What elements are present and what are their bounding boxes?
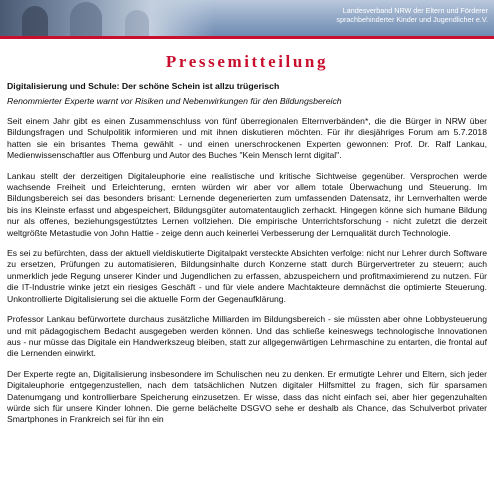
organization-name bbox=[336, 6, 488, 24]
banner-figure bbox=[70, 2, 102, 36]
organization-line-1: Landesverband NRW der Eltern und Förderer bbox=[342, 6, 488, 15]
header-banner bbox=[0, 0, 494, 36]
paragraph-3: Es sei zu befürchten, dass der aktuell vieldiskutierte Digitalpakt versteckte Absichten verfolge: nicht nur Lehrer durch Software zu ersetzen, Prüfungen zu automatisieren, Bildungsinhalte durch Konzerne statt durch Bürgervertreter zu steuern; auch unmerklich jede Regung unserer Kinder und Jugendlichen zu erfassen, abzuspeichern und profitmaximierend zu nutzen. Für die IT-Industrie winke jetzt ein riesiges Geschäft - und für viele andere Machtakteure demnächst die optimierte Steuerung. Unkontrollierte Digitalisierung sei die aktuelle Form der Gegenaufklärung. bbox=[7, 248, 487, 304]
banner-figure bbox=[22, 6, 48, 36]
paragraph-2: Lankau stellt der derzeitigen Digitaleuphorie eine realistische und kritische Sichtweise gegenüber. Versprochen werde wachsende Freiheit und Erleichterung, ernten würden wir aber vor allem totale Überwachung und Steuerung. Im Bildungsbereich sei das besonders brisant: Lernende degenerierten zum umfassenden Datensatz, ihr Lernverhalten werde bis ins Kleinste erfasst und abgespeichert, Bildungsgüter automatentauglich zerhackt. Hingegen könne sich humane Bildung nur als offenes, beziehungsgestütztes Lernen vollziehen. Die empirische Unterrichtsforschung - nicht zuletzt die derzeit weltgrößte Metastudie von John Hattie - zeige denn auch keinerlei Verbesserung der Lernqualität durch Technologie. bbox=[7, 170, 487, 238]
paragraph-5: Der Experte regte an, Digitalisierung insbesondere im Schulischen neu zu denken. Er ermutigte Lehrer und Eltern, sich jeder Digitaleuphorie entgegenzustellen, nach dem tatsächlichen Nutzen digitaler Hilfsmittel zu fragen, sich für sparsamen Datenumgang und kontrollierbare Speicherung einzusetzen. Er wisse, dass das nicht einfach sei, aber hier gegenzuhalten würde sich für unsere Kinder lohnen. Die gerne belächelte DSGVO sehe er deshalb als Chance, das Schulverbot privater Smartphones in Frankreich sei für ihn ein bbox=[7, 368, 487, 425]
subheadline: Renommierter Experte warnt vor Risiken und Nebenwirkungen für den Bildungsbereich bbox=[7, 96, 342, 106]
page-title: Pressemitteilung bbox=[165, 52, 329, 71]
paragraph-4: Professor Lankau befürwortete durchaus zusätzliche Milliarden im Bildungsbereich - sie müssten aber ohne Lobbysteuerung und mit pädagogischem Bedacht ausgegeben werden können. Und das schließe keineswegs technologische Innovationen aus - nur müsse das Digitale ein Handwerkszeug bleiben, statt zur allgegenwärtigen Lehrmaschine zu entarten, die frontal auf die Lernenden einwirkt. bbox=[7, 314, 487, 359]
banner-figure bbox=[125, 10, 149, 36]
paragraph-1: Seit einem Jahr gibt es einen Zusammenschluss von fünf überregionalen Elternverbänden*, die die Bürger in NRW über Bildungsfragen und Schulpolitik informieren und mit ihnen diskutieren möchten. Für ihr diesjähriges Forum am 5.7.2018 hatten sie ein brisantes Thema gewählt - und einen unerschrockenen Experten gewonnen: Prof. Dr. Ralf Lankau, Medienwissenschaftler aus Offenburg und Autor des Buches "Kein Mensch lernt digital". bbox=[7, 116, 487, 161]
header-divider bbox=[0, 36, 494, 39]
document-body bbox=[7, 81, 487, 435]
headline: Digitalisierung und Schule: Der schöne Schein ist allzu trügerisch bbox=[7, 81, 280, 91]
organization-line-2: sprachbehinderter Kinder und Jugendlicher e.V. bbox=[336, 15, 488, 24]
banner-photo bbox=[0, 0, 215, 36]
